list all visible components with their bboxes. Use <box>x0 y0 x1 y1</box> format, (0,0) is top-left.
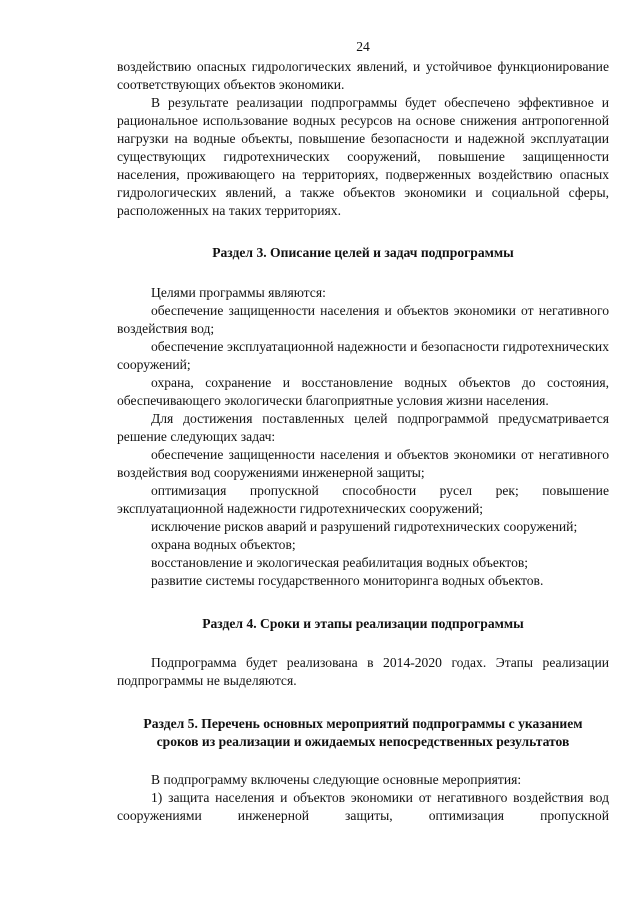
goal-item: охрана, сохранение и восстановление водных объектов до состояния, обеспечивающего экологически благоприятные условия жизни населения. <box>117 375 609 408</box>
task-item: восстановление и экологическая реабилитация водных объектов; <box>151 555 529 570</box>
section-3-title: Раздел 3. Описание целей и задач подпрограммы <box>212 245 514 260</box>
tasks-intro: Для достижения поставленных целей подпрограммой предусматривается решение следующих задач: <box>117 411 609 444</box>
section-5-title-line-2: сроков из реализации и ожидаемых непосредственных результатов <box>156 734 570 749</box>
section-4-title: Раздел 4. Сроки и этапы реализации подпрограммы <box>202 616 524 631</box>
section-5-title <box>117 715 609 751</box>
goal-item: обеспечение эксплуатационной надежности и безопасности гидротехнических сооружений; <box>117 339 609 372</box>
result-paragraph: В результате реализации подпрограммы будет обеспечено эффективное и рациональное использование водных ресурсов на основе снижения антропогенной нагрузки на водные объекты, повышение безопасности и надежной эксплуатации существующих гидротехнических сооружений, повышение защищенности населения, проживающего на территориях, подверженных воздействию опасных гидрологических явлений, а также объектов экономики и социальной сферы, расположенных на таких территориях. <box>117 95 609 218</box>
goal-item: обеспечение защищенности населения и объектов экономики от негативного воздействия вод; <box>117 303 609 336</box>
section-4-text: Подпрограмма будет реализована в 2014-2020 годах. Этапы реализации подпрограммы не выделяются. <box>117 655 609 688</box>
task-item: охрана водных объектов; <box>151 537 296 552</box>
section-5-item-1: 1) защита населения и объектов экономики от негативного воздействия вод сооружениями инженерной защиты, оптимизация пропускной <box>117 790 609 823</box>
task-item: обеспечение защищенности населения и объектов экономики от негативного воздействия вод сооружениями инженерной защиты; <box>117 447 609 480</box>
intro-continuation: воздействию опасных гидрологических явлений, и устойчивое функционирование соответствующих объектов экономики. <box>117 59 609 92</box>
section-5-intro: В подпрограмму включены следующие основные мероприятия: <box>151 772 522 787</box>
task-item: оптимизация пропускной способности русел рек; повышение эксплуатационной надежности гидротехнических сооружений; <box>117 483 609 516</box>
task-item: развитие системы государственного мониторинга водных объектов. <box>151 573 544 588</box>
page-number: 24 <box>356 39 370 54</box>
page-content <box>117 38 609 825</box>
task-item: исключение рисков аварий и разрушений гидротехнических сооружений; <box>151 519 578 534</box>
goals-intro: Целями программы являются: <box>151 285 326 300</box>
section-5-title-line-1: Раздел 5. Перечень основных мероприятий подпрограммы с указанием <box>143 716 583 731</box>
